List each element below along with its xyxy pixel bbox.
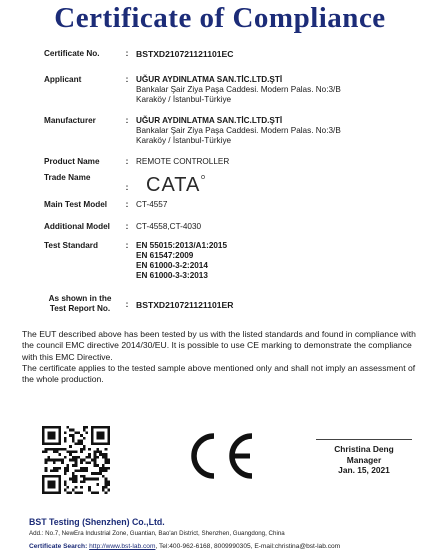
cata-logo-icon — [146, 172, 206, 196]
test-standard-value — [136, 241, 426, 281]
signature-date: Jan. 15, 2021 — [338, 465, 390, 475]
additional-model-label: Additional Model — [44, 222, 110, 231]
test-standard-line: EN 55015:2013/A1:2015 — [136, 241, 228, 250]
company-name: BST Testing (Shenzhen) Co.,Ltd. — [29, 517, 165, 527]
applicant-address-line1: Bankalar Şair Ziya Paşa Caddesi. Modern Palas. No:3/B — [136, 85, 341, 94]
compliance-paragraph: The EUT described above has been tested by us with the listed standards and found in compliance with the council EMC directive 2014/30/EU. It is possible to use CE marking to demonstrate the compliance with this EMC Directive. — [22, 329, 416, 362]
signatory-role: Manager — [346, 454, 382, 465]
test-standard-line: EN 61000-3-3:2013 — [136, 271, 208, 280]
applicant-address-line2: Karaköy / İstanbul-Türkiye — [136, 95, 232, 104]
manufacturer-name: UĞUR AYDINLATMA SAN.TİC.LTD.ŞTİ — [136, 116, 283, 125]
colon: : — [125, 300, 129, 309]
test-report-label-line1: As shown in the — [48, 294, 112, 303]
compliance-statement — [22, 329, 422, 385]
manufacturer-value — [136, 116, 426, 146]
company-address: Add.: No.7, NewEra Industrial Zone, Guantian, Bao'an District, Shenzhen, Guangdong, China — [29, 530, 285, 537]
colon: : — [125, 116, 129, 125]
page-title: Certificate of Compliance — [54, 2, 386, 34]
colon: : — [125, 49, 129, 58]
signature-block — [310, 444, 418, 476]
test-standard-line: EN 61000-3-2:2014 — [136, 261, 208, 270]
main-test-model-value: CT-4557 — [136, 200, 168, 209]
manufacturer-address-line1: Bankalar Şair Ziya Paşa Caddesi. Modern Palas. No:3/B — [136, 126, 341, 135]
test-report-label-line2: Test Report No. — [49, 304, 111, 313]
certificate-search-label: Certificate Search: — [29, 543, 88, 550]
cata-logo-text: CATA — [146, 174, 201, 196]
certificate-search-link[interactable]: http://www.bst-lab.com — [89, 543, 156, 550]
signature-line — [316, 439, 412, 440]
test-standard-line: EN 61547:2009 — [136, 251, 194, 260]
product-name-value: REMOTE CONTROLLER — [136, 157, 230, 166]
colon: : — [125, 183, 129, 192]
qr-modules — [42, 426, 110, 494]
applicant-name: UĞUR AYDINLATMA SAN.TİC.LTD.ŞTİ — [136, 75, 283, 84]
contact-details: , Tel:400-962-6168, 8009990305, E-mail:christina@bst-lab.com — [155, 543, 341, 550]
additional-model-value: CT-4558,CT-4030 — [136, 222, 202, 231]
test-report-label — [44, 294, 116, 314]
applicant-label: Applicant — [44, 75, 82, 84]
trade-name-label: Trade Name — [44, 173, 91, 182]
colon: : — [125, 75, 129, 84]
test-standard-label: Test Standard — [44, 241, 98, 250]
colon: : — [125, 200, 129, 209]
ce-mark-icon — [182, 430, 256, 482]
certificate-no-value: BSTXD210721121101EC — [136, 49, 234, 59]
certificate-no-label: Certificate No. — [44, 49, 100, 58]
footer-contact — [29, 543, 340, 550]
qr-code-icon — [42, 426, 110, 494]
colon: : — [125, 222, 129, 231]
signatory-name: Christina Deng — [334, 444, 394, 454]
product-name-label: Product Name — [44, 157, 100, 166]
manufacturer-address-line2: Karaköy / İstanbul-Türkiye — [136, 136, 232, 145]
colon: : — [125, 241, 129, 250]
test-report-value: BSTXD210721121101ER — [136, 300, 234, 310]
scope-paragraph: The certificate applies to the tested sample above mentioned only and shall not imply an assessment of the whole production. — [22, 362, 416, 385]
applicant-value — [136, 75, 426, 105]
manufacturer-label: Manufacturer — [44, 116, 96, 125]
colon: : — [125, 157, 129, 166]
main-test-model-label: Main Test Model — [44, 200, 108, 209]
